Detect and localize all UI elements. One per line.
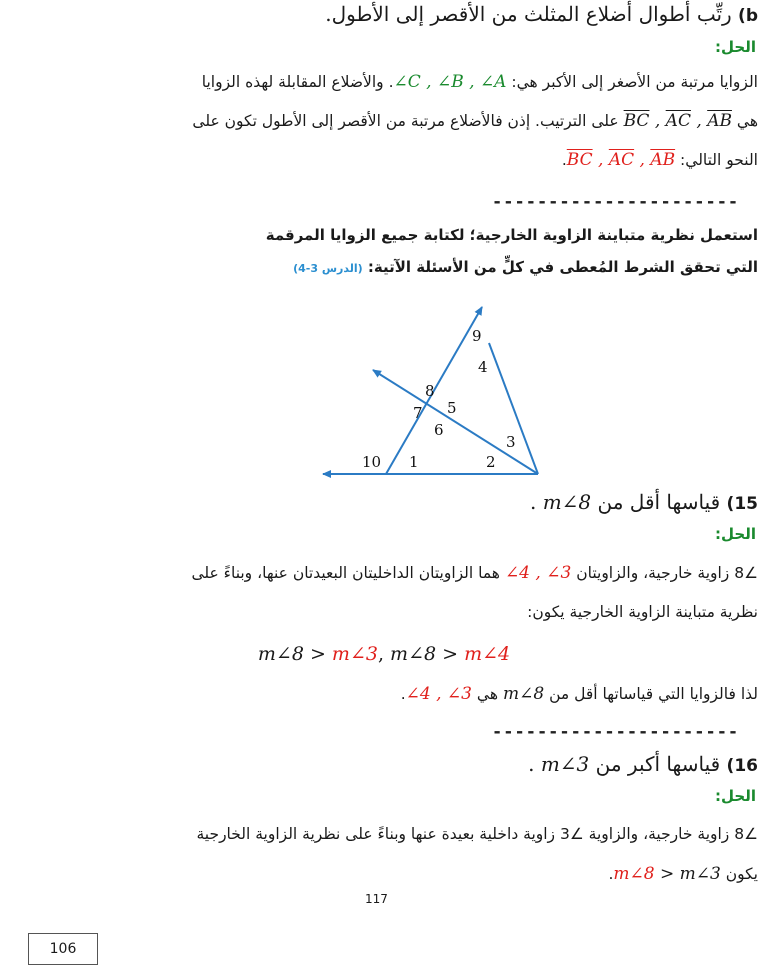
- angle-10-label: 10: [362, 453, 382, 471]
- text: التي تحقق الشرط المُعطى في كلٍّ من الأسئلة الآتية:: [367, 258, 758, 276]
- q15-remote-angles: ∠4 , ∠3: [504, 563, 572, 583]
- text: هي: [476, 685, 499, 703]
- q16-ineq-left: m∠8: [613, 864, 655, 884]
- side-ac: $\overline{AC}$: [608, 150, 635, 170]
- right-side: [489, 343, 538, 474]
- side-ac: $\overline{AC}$: [665, 111, 691, 131]
- lesson-reference: (الدرس 3-4): [293, 262, 363, 275]
- angle-9-label: 9: [472, 327, 482, 345]
- ineq1-right: m∠3: [331, 643, 378, 665]
- side-ab: $\overline{AB}$: [650, 150, 676, 170]
- q15-solution-line4: [8, 684, 758, 704]
- solution-label-1: الحل:: [715, 38, 756, 56]
- q16-solution-line1: ∠8 زاوية خارجية، والزاوية ∠3 زاوية داخلية بعيدة عنها وبناءً على نظرية الزاوية الخارجية: [196, 825, 758, 843]
- ineq2-left: m∠8 >: [390, 643, 459, 665]
- separator-1: ----------------------: [492, 192, 740, 212]
- text: ∠8 زاوية خارجية، والزاويتان: [576, 564, 758, 582]
- angle-2-label: 2: [486, 453, 496, 471]
- q15-answer: ∠4 , ∠3: [405, 684, 472, 704]
- side-bc: $\overline{BC}$: [566, 150, 593, 170]
- q15-answer-end: .: [400, 685, 406, 703]
- q16-solution-line2: [8, 864, 758, 884]
- q16-ineq-right: > m∠3: [659, 864, 721, 884]
- ineq1-left: m∠8 >: [257, 643, 326, 665]
- instructions-line1: استعمل نظرية متباينة الزاوية الخارجية؛ لكتابة جميع الزوايا المرقمة: [265, 226, 758, 244]
- part-b-solution-line3: النحو التالي: $\overline{BC}$ , $\overline{AC}$ , $\overline{AB}$.: [561, 150, 758, 170]
- q15-text: قياسها أقل من: [597, 490, 721, 514]
- question-15: [8, 490, 758, 514]
- text: هي: [736, 112, 758, 130]
- text: النحو التالي:: [680, 151, 758, 169]
- solution-label-3: الحل:: [715, 787, 756, 805]
- ineq2-right: m∠4: [464, 643, 511, 665]
- q15-solution-line1: [8, 563, 758, 583]
- sides-order: $\overline{BC}$ , $\overline{AC}$ , $\overline{AB}$: [566, 150, 676, 170]
- diagonal-ray: [373, 370, 538, 474]
- angle-1-label: 1: [409, 453, 419, 471]
- sides-list: $\overline{BC}$ , $\overline{AC}$ , $\overline{AB}$: [623, 111, 732, 131]
- part-b-label: b): [738, 6, 758, 26]
- q16-math: m∠3: [540, 752, 590, 776]
- page-number: 117: [365, 892, 388, 906]
- angle-7-label: 7: [413, 404, 423, 422]
- text: هما الزاويتان الداخليتان البعيدتان عنها، وبناءً على: [191, 564, 500, 582]
- solution-label-2: الحل:: [715, 525, 756, 543]
- side-ab: $\overline{AB}$: [707, 111, 732, 131]
- side-bc: $\overline{BC}$: [623, 111, 650, 131]
- q15-inequalities: [0, 643, 768, 665]
- angle-8-label: 8: [425, 382, 435, 400]
- angle-5-label: 5: [447, 399, 457, 417]
- q15-solution-line2: نظرية متباينة الزاوية الخارجية يكون:: [527, 603, 758, 621]
- page-box-number: 106: [28, 933, 98, 965]
- separator-2: ----------------------: [492, 722, 740, 742]
- text: . والأضلاع المقابلة لهذه الزوايا: [201, 73, 394, 91]
- q16-number: 16): [726, 756, 758, 776]
- angles-order: ∠C , ∠B , ∠A: [393, 72, 507, 92]
- text: على الترتيب. إذن فالأضلاع مرتبة من الأقصر إلى الأطول تكون على: [192, 112, 619, 130]
- angle-4-label: 4: [478, 358, 488, 376]
- q15-math-ref: m∠8: [502, 684, 545, 704]
- text: الزوايا مرتبة من الأصغر إلى الأكبر هي:: [511, 73, 758, 91]
- text: يكون: [725, 865, 758, 883]
- q16-end-dot: .: [608, 865, 614, 883]
- q15-end: .: [529, 490, 537, 514]
- q16-inequality: [613, 864, 720, 884]
- question-16: [8, 752, 758, 776]
- q15-number: 15): [726, 494, 758, 514]
- q15-math: m∠8: [542, 490, 592, 514]
- part-b-text: رتِّب أطوال أضلاع المثلث من الأقصر إلى الأطول.: [325, 2, 732, 26]
- angle-6-label: 6: [434, 421, 444, 439]
- ineq-sep: ,: [377, 643, 384, 665]
- q16-end: .: [528, 752, 535, 776]
- q16-text: قياسها أكبر من: [595, 752, 721, 776]
- text: لذا فالزوايا التي قياساتها أقل من: [549, 685, 758, 703]
- angle-3-label: 3: [506, 433, 516, 451]
